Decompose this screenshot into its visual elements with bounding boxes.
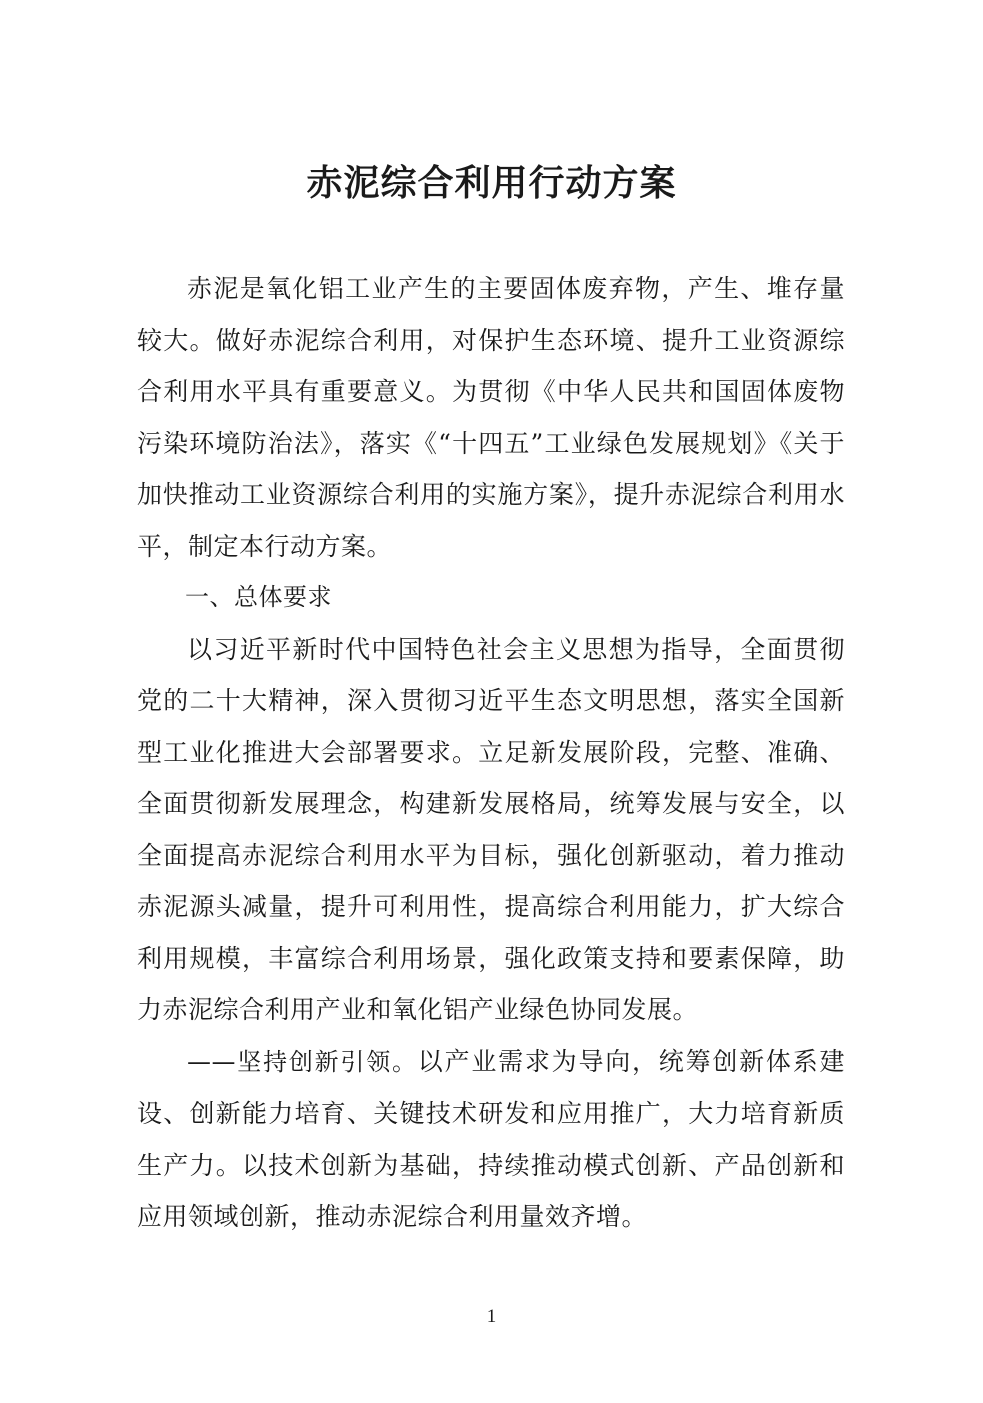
principle-paragraph — [137, 1036, 845, 1243]
principle-lead: ——坚持创新引领。 — [187, 1047, 418, 1076]
page-number: 1 — [486, 1306, 497, 1327]
document-title: 赤泥综合利用行动方案 — [306, 162, 677, 204]
guiding-paragraph: 以习近平新时代中国特色社会主义思想为指导，全面贯彻党的二十大精神，深入贯彻习近平生态文明思想，落实全国新型工业化推进大会部署要求。立足新发展阶段，完整、准确、全面贯彻新发展理念，构建新发展格局，统筹发展与安全，以全面提高赤泥综合利用水平为目标，强化创新驱动，着力推动赤泥源头减量，提升可利用性，提高综合利用能力，扩大综合利用规模，丰富综合利用场景，强化政策支持和要素保障，助力赤泥综合利用产业和氧化铝产业绿色协同发展。 — [137, 634, 845, 1024]
document-body — [137, 263, 845, 1243]
intro-paragraph: 赤泥是氧化铝工业产生的主要固体废弃物，产生、堆存量较大。做好赤泥综合利用，对保护生态环境、提升工业资源综合利用水平具有重要意义。为贯彻《中华人民共和国固体废物污染环境防治法》，落实《“十四五”工业绿色发展规划》《关于加快推动工业资源综合利用的实施方案》，提升赤泥综合利用水平，制定本行动方案。 — [137, 274, 845, 561]
section-heading: 一、总体要求 — [185, 583, 332, 611]
principle-text: 以产业需求为导向，统筹创新体系建设、创新能力培育、关键技术研发和应用推广，大力培育新质生产力。以技术创新为基础，持续推动模式创新、产品创新和应用领域创新，推动赤泥综合利用量效齐增。 — [137, 1046, 845, 1231]
